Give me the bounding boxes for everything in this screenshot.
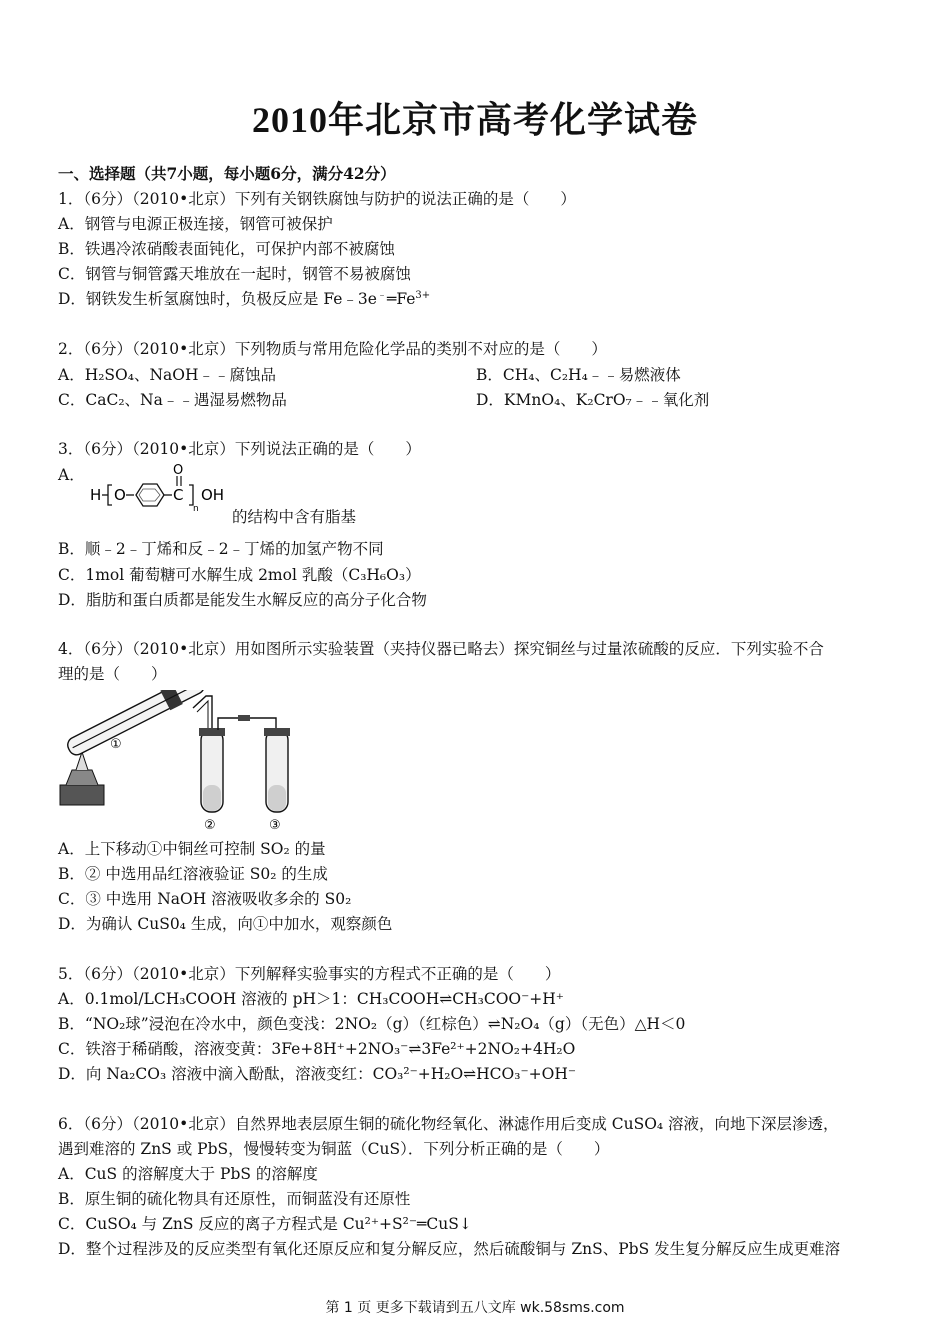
q1-option-c: C．钢管与铜管露天堆放在一起时，钢管不易被腐蚀: [58, 265, 411, 283]
q2-option-c: C．CaC₂、Na﹣﹣遇湿易燃物品: [58, 391, 287, 409]
q6-option-a: A．CuS 的溶解度大于 PbS 的溶解度: [58, 1165, 318, 1183]
q5-option-d: D．向 Na₂CO₃ 溶液中滴入酚酞，溶液变红：CO₃²⁻+H₂O⇌HCO₃⁻+OH⁻: [58, 1065, 577, 1083]
q3-option-a-label: A．: [58, 466, 85, 484]
q4-stem-line2: 理的是（ ）: [58, 665, 167, 683]
q4-stem-line1: 4．（6分）（2010•北京）用如图所示实验装置（夹持仪器已略去）探究铜丝与过量浓硫酸的反应．下列实验不合: [58, 640, 824, 658]
polyester-structure-formula: [88, 462, 240, 514]
page-footer: 第 1 页 更多下载请到五八文库 wk.58sms.com: [325, 1300, 625, 1316]
q6-stem-line1: 6．（6分）（2010•北京）自然界地表层原生铜的硫化物经氧化、淋滤作用后变成 CuSO₄ 溶液，向地下深层渗透，: [58, 1115, 839, 1133]
q5-option-b: B．“NO₂球”浸泡在冷水中，颜色变浅：2NO₂（g）（红棕色）⇌N₂O₄（g）（无色）△H＜0: [58, 1015, 686, 1033]
q3-option-d: D．脂肪和蛋白质都是能发生水解反应的高分子化合物: [58, 591, 427, 609]
formula-n: n: [193, 504, 199, 514]
q4-option-c: C．③ 中选用 NaOH 溶液吸收多余的 S0₂: [58, 890, 352, 908]
q1-option-d-ion-charge: 3+: [415, 289, 431, 301]
page-title: 2010年北京市高考化学试卷: [251, 100, 698, 140]
q2-stem: 2．（6分）（2010•北京）下列物质与常用危险化学品的类别不对应的是（ ）: [58, 340, 607, 358]
formula-o: O: [114, 486, 126, 504]
q1-option-b: B．铁遇冷浓硝酸表面钝化，可保护内部不被腐蚀: [58, 240, 395, 258]
q3-option-b: B．顺﹣2﹣丁烯和反﹣2﹣丁烯的加氢产物不同: [58, 540, 384, 558]
experiment-apparatus-figure: [58, 690, 308, 835]
q2-option-b: B．CH₄、C₂H₄﹣﹣易燃液体: [476, 366, 681, 384]
q6-option-c: C．CuSO₄ 与 ZnS 反应的离子方程式是 Cu²⁺+S²⁻═CuS↓: [58, 1215, 472, 1233]
formula-carbonyl-o: O: [173, 463, 184, 478]
formula-h: H: [90, 486, 102, 504]
q1-stem: 1．（6分）（2010•北京）下列有关钢铁腐蚀与防护的说法正确的是（ ）: [58, 190, 576, 208]
q1-option-d-product: ═Fe: [386, 290, 416, 308]
figure-label-3: ③: [269, 818, 281, 833]
q1-option-d-charge: ﹣: [376, 289, 387, 301]
q6-option-b: B．原生铜的硫化物具有还原性，而铜蓝没有还原性: [58, 1190, 411, 1208]
formula-oh: OH: [201, 486, 225, 504]
q3-option-a-text: 的结构中含有脂基: [232, 508, 357, 526]
figure-label-1: ①: [110, 737, 122, 752]
q3-stem: 3．（6分）（2010•北京）下列说法正确的是（ ）: [58, 440, 421, 458]
q4-option-d: D．为确认 CuS0₄ 生成，向①中加水，观察颜色: [58, 915, 393, 933]
figure-label-2: ②: [204, 818, 216, 833]
q5-option-c: C．铁溶于稀硝酸，溶液变黄：3Fe+8H⁺+2NO₃⁻⇌3Fe²⁺+2NO₂+4H₂O: [58, 1040, 576, 1058]
formula-c: C: [173, 486, 184, 504]
q3-option-c: C．1mol 葡萄糖可水解生成 2mol 乳酸（C₃H₆O₃）: [58, 566, 421, 584]
q2-option-d: D．KMnO₄、K₂CrO₇﹣﹣氧化剂: [476, 391, 710, 409]
q2-option-a: A．H₂SO₄、NaOH﹣﹣腐蚀品: [58, 366, 276, 384]
q6-option-d: D．整个过程涉及的反应类型有氧化还原反应和复分解反应，然后硫酸铜与 ZnS、PbS 发生复分解反应生成更难溶: [58, 1240, 841, 1258]
q4-option-b: B．② 中选用品红溶液验证 S0₂ 的生成: [58, 865, 328, 883]
q6-stem-line2: 遇到难溶的 ZnS 或 PbS，慢慢转变为铜蓝（CuS）．下列分析正确的是（ ）: [58, 1140, 610, 1158]
q5-stem: 5．（6分）（2010•北京）下列解释实验事实的方程式不正确的是（ ）: [58, 965, 561, 983]
q1-option-a: A．钢管与电源正极连接，钢管可被保护: [58, 215, 333, 233]
q4-option-a: A．上下移动①中铜丝可控制 SO₂ 的量: [58, 840, 326, 858]
q1-option-d: [58, 289, 430, 309]
q1-option-d-text: D．钢铁发生析氢腐蚀时，负极反应是 Fe﹣3e: [58, 290, 377, 308]
section-heading: 一、选择题（共7小题，每小题6分，满分42分）: [58, 164, 396, 183]
q5-option-a: A．0.1mol/LCH₃COOH 溶液的 pH＞1：CH₃COOH⇌CH₃COO⁻+H⁺: [58, 990, 564, 1008]
